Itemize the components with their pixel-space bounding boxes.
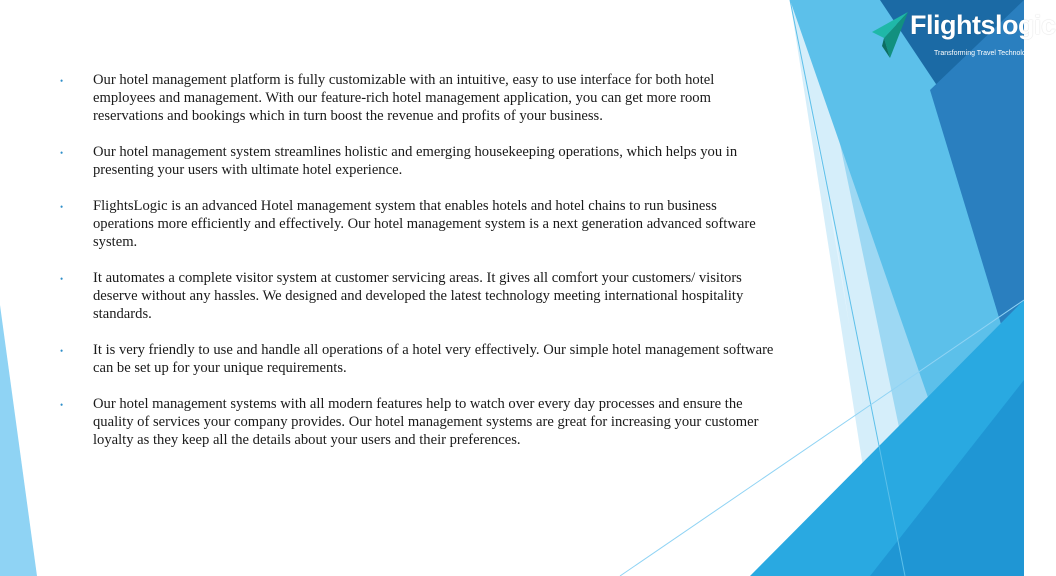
logo-name: Flightslogic: [910, 10, 1056, 40]
bullet-text: Our hotel management systems with all modern features help to watch over every day processes and ensure the quality of services your company provides. Our hotel management systems are great for increasing your customer loyalty as they keep all the details about your users and their preferences.: [93, 396, 759, 448]
bullet-marker: •: [60, 202, 64, 212]
list-item: [60, 395, 780, 449]
list-item: [60, 143, 780, 179]
list-item: [60, 197, 780, 251]
list-item: [60, 269, 780, 323]
bullet-marker: •: [60, 346, 64, 356]
left-accent-shape: [0, 305, 37, 576]
paper-plane-icon: [870, 8, 910, 62]
bullet-list: [60, 71, 780, 467]
bullet-marker: •: [60, 400, 64, 410]
list-item: [60, 71, 780, 125]
bullet-text: It is very friendly to use and handle all operations of a hotel very effectively. Our simple hotel management software can be set up for your unique requirements.: [93, 342, 774, 376]
list-item: [60, 341, 780, 377]
bullet-marker: •: [60, 274, 64, 284]
flightslogic-logo: [870, 6, 1056, 64]
logo-tagline: Transforming Travel Technology: [934, 50, 1034, 57]
bullet-text: FlightsLogic is an advanced Hotel management system that enables hotels and hotel chains to run business operations more efficiently and effectively. Our hotel management system is a next generation advanced software system.: [93, 198, 756, 250]
bullet-text: It automates a complete visitor system at customer servicing areas. It gives all comfort your customers/ visitors deserve without any hassles. We designed and developed the latest technology meeting international hospitality standards.: [93, 270, 744, 322]
bullet-text: Our hotel management system streamlines holistic and emerging housekeeping operations, which helps you in presenting your users with ultimate hotel experience.: [93, 144, 738, 178]
bullet-marker: •: [60, 148, 64, 158]
bullet-text: Our hotel management platform is fully customizable with an intuitive, easy to use interface for both hotel employees and management. With our feature-rich hotel management application, you can get more room reservations and bookings which in turn boost the revenue and profits of your business.: [93, 72, 715, 124]
bullet-marker: •: [60, 76, 64, 86]
